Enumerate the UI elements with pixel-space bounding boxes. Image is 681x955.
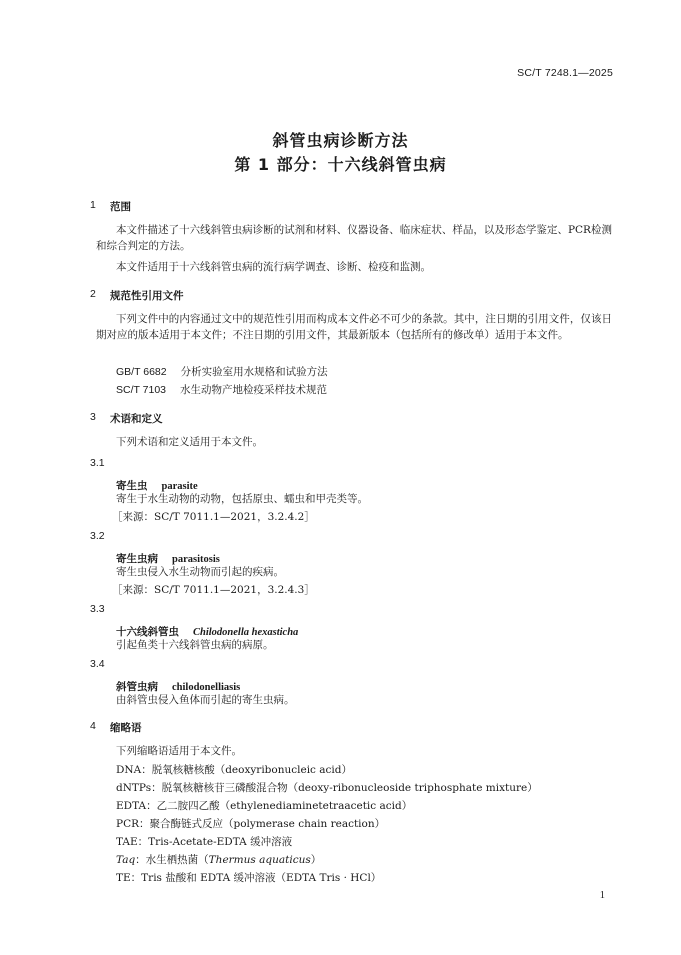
doc-subtitle: 第 1 部分：十六线斜管虫病	[234, 155, 447, 174]
abbreviation-item: dNTPs：脱氧核糖核苷三磷酸混合物（deoxy-ribonucleoside triphosphate mixture）	[116, 782, 538, 794]
paragraph: 本文件描述了十六线斜管虫病诊断的试剂和材料、仪器设备、临床症状、样品，以及形态学鉴定、PCR检测和综合判定的方法。	[96, 224, 612, 252]
reference-item	[116, 382, 327, 398]
term-definition: 引起鱼类十六线斜管虫病的病原。	[116, 639, 274, 651]
reference-item	[116, 364, 328, 380]
section-number: 4	[90, 720, 96, 732]
paragraph: 下列术语和定义适用于本文件。	[116, 436, 263, 448]
reference-code: GB/T 6682	[116, 366, 167, 378]
term-cn: 寄生虫病	[116, 553, 158, 565]
abbreviation-item: TAE：Tris-Acetate-EDTA 缓冲溶液	[116, 836, 293, 848]
section-heading: 范围	[110, 201, 131, 213]
term-cn: 寄生虫	[116, 480, 148, 492]
term-number: 3.3	[90, 603, 105, 615]
term-en: parasitosis	[172, 554, 220, 565]
paragraph: 本文件适用于十六线斜管虫病的流行病学调查、诊断、检疫和监测。	[116, 261, 431, 273]
term-en: chilodonelliasis	[172, 682, 241, 693]
abbr-taq: Taq	[116, 854, 136, 866]
term-en: Chilodonella hexasticha	[193, 627, 299, 638]
abbreviation-item: DNA：脱氧核糖核酸（deoxyribonucleic acid）	[116, 764, 352, 776]
term-source: ［来源：SC/T 7011.1—2021，3.2.4.3］	[112, 584, 315, 596]
term-definition: 由斜管虫侵入鱼体而引起的寄生虫病。	[116, 694, 295, 706]
section-heading: 术语和定义	[110, 413, 163, 425]
section-heading: 缩略语	[110, 722, 142, 734]
section-heading: 规范性引用文件	[110, 290, 184, 302]
reference-title: 水生动物产地检疫采样技术规范	[180, 384, 328, 396]
abbreviation-item: EDTA：乙二胺四乙酸（ethylenediaminetetraacetic acid）	[116, 800, 413, 812]
abbreviation-item: Taq：水生栖热菌（Thermus aquaticus）	[116, 854, 322, 866]
reference-title: 分析实验室用水规格和试验方法	[180, 366, 328, 378]
document-code: SC/T 7248.1—2025	[517, 67, 613, 79]
section-number: 3	[90, 411, 96, 423]
doc-title: 斜管虫病诊断方法	[272, 131, 409, 150]
abbreviation-item: TE：Tris 盐酸和 EDTA 缓冲溶液（EDTA Tris · HCl）	[116, 872, 382, 884]
reference-code: SC/T 7103	[116, 384, 167, 396]
term-source: ［来源：SC/T 7011.1—2021，3.2.4.2］	[112, 511, 315, 523]
term-number: 3.4	[90, 658, 105, 670]
section-number: 2	[90, 288, 96, 300]
term-cn: 斜管虫病	[116, 681, 158, 693]
term-number: 3.2	[90, 530, 105, 542]
term-number: 3.1	[90, 457, 105, 469]
term-cn: 十六线斜管虫	[116, 626, 179, 638]
term-definition: 寄生虫侵入水生动物而引起的疾病。	[116, 566, 284, 578]
page-number: 1	[599, 890, 605, 901]
abbreviation-item: PCR：聚合酶链式反应（polymerase chain reaction）	[116, 818, 386, 830]
paragraph: 下列缩略语适用于本文件。	[116, 745, 242, 757]
term-en: parasite	[161, 481, 198, 492]
paragraph: 下列文件中的内容通过文中的规范性引用而构成本文件必不可少的条款。其中，注日期的引用文件，仅该日期对应的版本适用于本文件；不注日期的引用文件，其最新版本（包括所有的修改单）适用于本文件。	[96, 313, 612, 341]
term-definition: 寄生于水生动物的动物，包括原虫、蠕虫和甲壳类等。	[116, 493, 368, 505]
section-number: 1	[90, 199, 96, 211]
latin-name: Thermus aquaticus	[208, 854, 311, 866]
